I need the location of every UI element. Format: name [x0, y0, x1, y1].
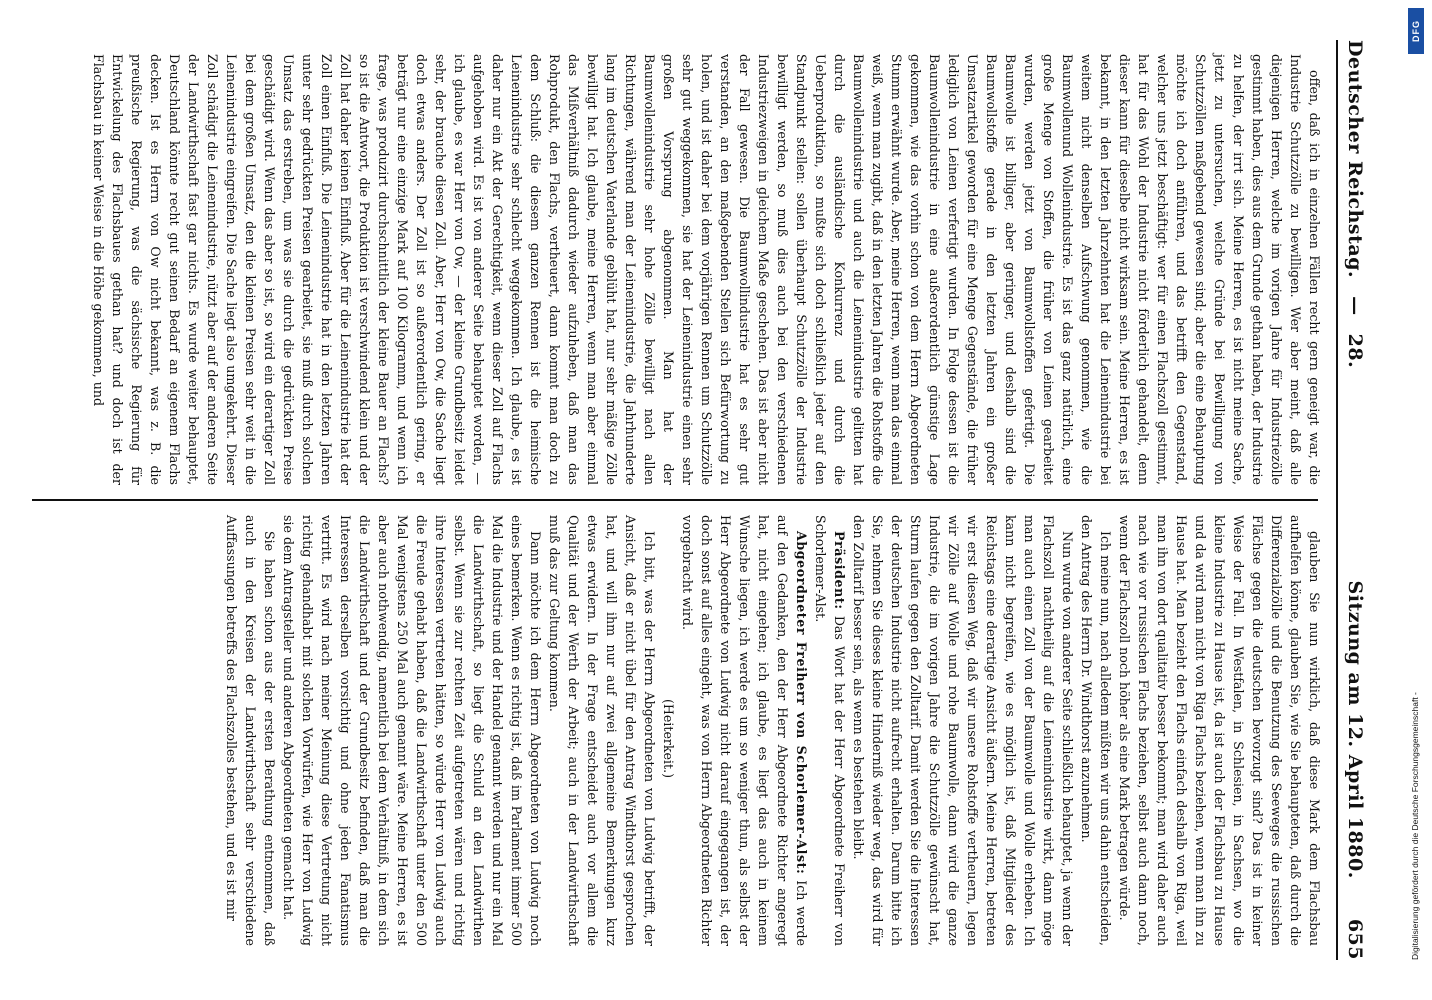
paragraph: glauben Sie nun wirklich, daß diese Mark dem Flachsbau aufhelfen könne, glauben Sie, wie Sie behaupteten, daß durch die Differenzialzölle und die Benutzung des Seeweges die russischen Flächse gegen die deutschen bevorzugt sind? Das ist in keiner Weise der Fall. In Westfalen, in Schlesien, in Sachsen, wo die kleine Industrie zu Hause ist, da ist auch der Flachsbau zu Hause und da wird man nicht von Riga Flachs beziehen, wenn man ihn zu Hause hat. Man bezieht den Flachs einfach deshalb von Riga, weil man ihn von dort qualitativ besser bekommt; man wird daher auch nach wie vor russischen Flachs beziehen, selbst auch dann noch, wenn der Flachszoll noch höher als eine Mark betragen würde. [1117, 515, 1322, 946]
page-number: 655 [1344, 918, 1366, 960]
session-number: 28. [1344, 333, 1366, 369]
dfg-logo: DFG [1408, 8, 1424, 54]
speaker-label: Abgeordneter Freiherr von Schorlemer-Alst: [794, 531, 809, 875]
interjection: (Heiterkeit.) [661, 699, 676, 778]
paragraph: Nun wurde von anderer Seite schließlich behauptet, ja wenn der Flachszoll nachtheilig auf die Leinenindustrie wirkt, dann möge man auch einen Zoll von der Baumwolle und Wolle erheben. Ich kann nicht begreifen, wie es möglich ist, daß Mitglieder des Reichstags eine derartige Ansicht äußern. Meine Herren, betreten wir erst diesen Weg, daß wir unsere Rohstoffe vertheuern, legen wir Zölle auf Wolle und rohe Baumwolle, dann wird die ganze Industrie, die im vorigen Jahre die Schutzzölle gewünscht hat, Sturm laufen gegen den Zolltarif. Damit werden Sie die Interessen der deutschen Industrie nicht aufrecht erhalten. Darum bitte ich Sie, nehmen Sie dieses kleine Hinderniß wieder weg, das wird für den Zolltarif besser sein, als wenn es bestehen bleibt. [851, 515, 1075, 946]
paragraph: Dann möchte ich dem Herrn Abgeordneten von Ludwig noch eines bemerken. Wenn es richtig ist, daß im Parlament immer 500 Mal die Industrie und der Handel genannt werden und nur ein Mal die Landwirthschaft, so liegt die Schuld an den Landwirthen selbst. Wenn sie zur rechten Zeit aufgetreten wären und richtig ihre Interessen vertreten hätten, so würde Herr von Ludwig auch die Freude gehabt haben, daß die Landwirthschaft unter den 500 Mal wenigstens 250 Mal auch genannt wäre. Meine Herren, es ist aber auch nothwendig, namentlich bei dem Verhältniß, in dem sich die Landwirthschaft und der Grundbesitz befinden, daß man die Interessen derselben vorsichtig und ohne jeden Fanatismus vertritt. Es wird nach meiner Meinung diese Vertretung nicht richtig gehandhabt mit solchen Vorwürfen, wie Herr von Ludwig sie dem Antragsteller und anderen Abgeordneten gemacht hat. [281, 515, 543, 946]
text-columns [32, 40, 1324, 960]
speaker-label: Präsident: [832, 531, 847, 610]
president-remark [811, 515, 849, 946]
paragraph: Ich bitt, was der Herrn Abgeordneten von Ludwig betrifft, der Ansicht, daß er nicht übel für den Antrag Windthorst gesprochen hat, und will ihm nur auf zwei allgemeine Bemerkungen kurz etwas erwidern. In der Frage entscheidet auch vor allem die Qualität und der Werth der Arbeit; auch in der Landwirthschaft muß das zur Geltung kommen. [547, 515, 657, 946]
journal-title: Deutscher Reichstag. [1344, 40, 1366, 279]
speaker-text: Ich werde auf den Gedanken, den der Herr Abgeordnete Richter angeregt hat, nicht eingehen; ich glaube, es liegt das auch in keinem Wunsche liegen, ich werde es um so weniger thun, als selbst der Herr Abgeordnete von Ludwig nicht darauf eingegangen ist, der doch sonst auf alles eingeht, was von Herrn Abgeordneten Richter vorgebracht wird. [680, 515, 809, 946]
right-column [32, 501, 1324, 960]
funding-note: Digitalisierung gefördert durch die Deutsche Forschungsgemeinschaft - [1410, 692, 1420, 960]
speaker-text: Das Wort hat der Herr Abgeordnete Freiherr von Schorlemer-Alst. [813, 515, 847, 946]
header-dash: — [1344, 296, 1366, 316]
digitization-sidebar [1400, 0, 1430, 1000]
session-date: Sitzung am 12. April 1880. [1344, 580, 1366, 879]
left-column [32, 40, 1324, 499]
paragraph: Ich meine nun, nach alledem müßten wir uns dahin entscheiden, den Antrag des Herrn Dr. Windthorst anzunehmen. [1079, 515, 1113, 946]
page-header [1336, 40, 1372, 960]
left-column-text: offen, daß ich in einzelnen Fällen recht gern geneigt war, die Industrie Schutzzölle zu bewilligen. Wer aber meint, daß alle diejenigen Herren, welche im vorigen Jahre für Industriezölle gestimmt haben, dies aus dem Grunde gethan haben, der Industrie zu helfen, der irrt sich. Meine Herren, es ist nicht meine Sache, jetzt zu untersuchen, welche Gründe bei Bewilligung von Schutzzöllen maßgebend gewesen sind; aber die eine Behauptung möchte ich doch anführen, und das betrifft den Gegenstand, welcher uns jetzt beschäftigt: wer für einen Flachszoll gestimmt, hat für das Wohl der Industrie nicht förderlich gehandelt, denn dieser kann für dieselbe nicht wirksam sein. Meine Herren, es ist bekannt, in den letzten Jahrzehnten hat die Leinenindustrie bei weitem nicht denselben Aufschwung genommen, wie die Baumwollenund Wollenindustrie. Es ist das ganz natürlich, eine große Menge von Stoffen, die früher von Leinen gearbeitet wurden, werden jetzt von Baumwollstoffen gefertigt. Die Baumwolle ist billiger, aber geringer, und deshalb sind die Baumwollstoffe gerade in den letzten Jahren ein großer Umsatzartikel geworden für eine Menge Gegenstände, die früher lediglich von Leinen verfertigt wurden. In Folge dessen ist die Baumwollenindustrie in eine außerordentlich günstige Lage gekommen, wie das vorhin schon von dem Herrn Abgeordneten Stumm erwähnt wurde. Aber, meine Herren, wenn man das einmal weiß, wenn man zugibt, daß in den letzten Jahren die Rohstoffe die Baumwollenindustrie und auch die Leinenindustrie gelitten hat durch die ausländische Konkurrenz und durch die Ueberproduktion, so mußte sich doch schließlich jeder auf den Standpunkt stellen: sollen überhaupt Schutzzölle der Industrie bewilligt werden, so muß dies auch bei den verschiedenen Industriezweigen in gleichem Maße geschehen. Das ist aber nicht der Fall gewesen. Die Baumwollindustrie hat es sehr gut verstanden, an den maßgebenden Stellen sich Befürwortung zu holen, und ist daher bei dem vorjährigen Rennen um Schutzzölle sehr gut weggekommen, sie hat der Leinenindustrie einen sehr großen Vorsprung abgenommen. Man hat der Baumwollenindustrie sehr hohe Zölle bewilligt nach allen Richtungen, während man der Leinenindustrie, die Jahrhunderte lang im deutschen Vaterlande geblüht hat, nur sehr mäßige Zölle bewilligt hat. Ich glaube, meine Herren, wenn man aber einmal das Mißverhältniß dadurch wieder aufzuheben, daß man das Rohprodukt, den Flachs, vertheuert, dann kommt man doch zu dem Schluß: die diesem ganzen Rennen ist die heimische Leinenindustrie sehr schlecht weggekommen. Ich glaube, es ist daher nur ein Akt der Gerechtigkeit, wenn dieser Zoll auf Flachs aufgehoben wird. Es ist von anderer Seite behauptet worden, — ich glaube, es war Herr von Ow, — der kleine Grundbesitz leidet sehr, der brauche diesen Zoll. Aber, Herr von Ow, die Sache liegt doch etwas anders. Der Zoll ist so außerordentlich gering, er beträgt nur eine einzige Mark auf 100 Kilogramm, und wenn ich frage, was produzirt durchschnittlich der kleine Bauer an Flachs? so ist die Antwort, die Produktion ist verschwindend klein und der Zoll hat daher keinen Einfluß. Aber für die Leinenindustrie hat der Zoll einen Einfluß. Die Leinenindustrie hat in den letzten Jahren unter sehr gedrückten Preisen gearbeitet, sie muß durch solchen Umsatz das erstreben, um was sie durch die gedrückten Preise geschädigt wird. Wenn das aber so ist, so wird ein derartiger Zoll bei dem großen Umsatz, den die kleinen Preisen sehr weit in die Leinenindustrie eingreifen. Die Sache liegt also umgekehrt. Dieser Zoll schädigt die Leinenindustrie, nützt aber auf der anderen Seite der Landwirthschaft fast gar nichts. Es wurde weiter behauptet, Deutschland könnte recht gut seinen Bedarf an eigenem Flachs decken. Ist es Herrn von Ow nicht bekannt, was z. B. die preußische Regierung, was die sächsische Regierung für Entwickelung des Flachsbaues gethan hat? und doch ist der Flachsbau in keiner Weise in die Höhe gekommen, und [91, 54, 1322, 485]
scanned-page [12, 0, 1412, 1000]
speech [678, 515, 811, 946]
paragraph: Sie haben schon aus der ersten Berathung entnommen, daß auch in den Kreisen der Landwirthschaft sehr verschiedene Auffassungen betreffs des Flachszolles bestehen, und es ist mir [224, 515, 277, 946]
